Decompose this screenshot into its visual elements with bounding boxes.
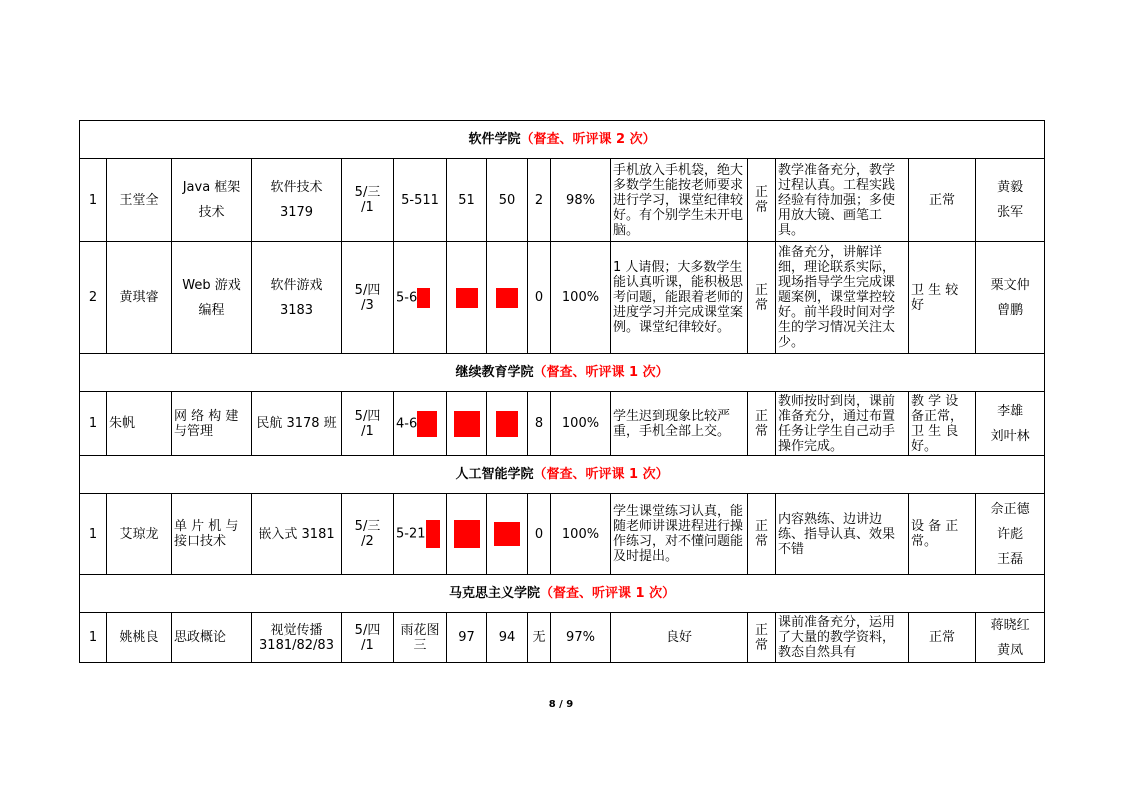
absent-count: 0	[528, 242, 551, 354]
class-time: 5/四 /1	[342, 392, 394, 456]
class-time: 5/四 /1	[342, 613, 394, 663]
actual-count	[487, 392, 528, 456]
attendance-rate: 97%	[551, 613, 611, 663]
row-index: 1	[80, 494, 107, 575]
section-title: 人工智能学院	[455, 467, 534, 482]
teaching-note: 内容熟练、边讲边练、指导认真、效果不错	[776, 494, 909, 575]
status-text: 正常	[748, 613, 776, 663]
inspectors: 黄毅 张军	[976, 159, 1045, 242]
class-name: 民航 3178 班	[252, 392, 342, 456]
row-index: 2	[80, 242, 107, 354]
table-row	[80, 159, 1045, 242]
attendance-rate: 100%	[551, 392, 611, 456]
due-count	[447, 392, 487, 456]
class-name: 嵌入式 3181	[252, 494, 342, 575]
row-index: 1	[80, 159, 107, 242]
table-row	[80, 392, 1045, 456]
inspectors: 李雄 刘叶林	[976, 392, 1045, 456]
section-tag: （督查、听评课 1 次）	[540, 586, 676, 601]
inspectors: 栗文仲 曾鹏	[976, 242, 1045, 354]
actual-count: 94	[487, 613, 528, 663]
class-time: 5/三 /1	[342, 159, 394, 242]
discipline-note: 良好	[611, 613, 748, 663]
absent-count: 0	[528, 494, 551, 575]
course-name: 网 络 构 建 与管理	[172, 392, 252, 456]
redaction-mark	[456, 288, 478, 308]
inspectors: 佘正德 许彪 王磊	[976, 494, 1045, 575]
section-tag: （督查、听评课 1 次）	[533, 467, 669, 482]
class-name: 视觉传播 3181/82/83	[252, 613, 342, 663]
due-count: 97	[447, 613, 487, 663]
redaction-mark	[426, 520, 440, 548]
class-time: 5/三 /2	[342, 494, 394, 575]
teaching-note: 教学准备充分，教学过程认真。工程实践经验有待加强；多使用放大镜、画笔工具。	[776, 159, 909, 242]
redaction-mark	[417, 288, 430, 308]
status-text: 正常	[748, 242, 776, 354]
due-count	[447, 494, 487, 575]
discipline-note: 学生迟到现象比较严重，手机全部上交。	[611, 392, 748, 456]
discipline-note: 手机放入手机袋，绝大多数学生能按老师要求进行学习，课堂纪律较好。有个别学生未开电脑。	[611, 159, 748, 242]
actual-count	[487, 242, 528, 354]
inspectors: 蒋晓红 黄凤	[976, 613, 1045, 663]
section-header	[80, 456, 1045, 494]
course-name: Java 框架 技术	[172, 159, 252, 242]
section-header	[80, 575, 1045, 613]
classroom: 5-21	[394, 494, 447, 575]
teacher-name: 黄琪睿	[107, 242, 172, 354]
hygiene-note: 正常	[909, 159, 976, 242]
section-tag: （督查、听评课 1 次）	[533, 365, 669, 380]
actual-count: 50	[487, 159, 528, 242]
teacher-name: 朱帆	[107, 392, 172, 456]
hygiene-note: 教 学 设 备正常，卫 生 良 好。	[909, 392, 976, 456]
attendance-rate: 100%	[551, 242, 611, 354]
section-title: 继续教育学院	[455, 365, 534, 380]
page-number: 8 / 9	[548, 699, 574, 710]
status-text: 正常	[748, 159, 776, 242]
status-text: 正常	[748, 392, 776, 456]
table-row	[80, 613, 1045, 663]
hygiene-note: 正常	[909, 613, 976, 663]
teaching-note: 课前准备充分，运用了大量的教学资料，教态自然具有	[776, 613, 909, 663]
teacher-name: 姚桃良	[107, 613, 172, 663]
section-title: 软件学院	[468, 132, 521, 147]
classroom: 5-6	[394, 242, 447, 354]
absent-count: 无	[528, 613, 551, 663]
redaction-mark	[494, 522, 520, 546]
absent-count: 8	[528, 392, 551, 456]
course-name: 思政概论	[172, 613, 252, 663]
section-header	[80, 121, 1045, 159]
section-tag: （督查、听评课 2 次）	[520, 132, 656, 147]
redaction-mark	[496, 288, 518, 308]
teaching-note: 教师按时到岗，课前准备充分，通过布置任务让学生自己动手操作完成。	[776, 392, 909, 456]
class-name: 软件游戏 3183	[252, 242, 342, 354]
course-name: 单 片 机 与 接口技术	[172, 494, 252, 575]
attendance-rate: 98%	[551, 159, 611, 242]
class-name: 软件技术 3179	[252, 159, 342, 242]
teacher-name: 艾琼龙	[107, 494, 172, 575]
due-count: 51	[447, 159, 487, 242]
classroom: 4-6	[394, 392, 447, 456]
discipline-note: 学生课堂练习认真，能随老师讲课进程进行操作练习，对不懂问题能及时提出。	[611, 494, 748, 575]
class-time: 5/四 /3	[342, 242, 394, 354]
status-text: 正常	[748, 494, 776, 575]
actual-count	[487, 494, 528, 575]
row-index: 1	[80, 613, 107, 663]
classroom: 雨花图三	[394, 613, 447, 663]
attendance-rate: 100%	[551, 494, 611, 575]
course-name: Web 游戏 编程	[172, 242, 252, 354]
row-index: 1	[80, 392, 107, 456]
redaction-mark	[454, 520, 480, 548]
redaction-mark	[454, 411, 480, 437]
hygiene-note: 卫 生 较 好	[909, 242, 976, 354]
inspection-table	[79, 120, 1045, 663]
hygiene-note: 设 备 正 常。	[909, 494, 976, 575]
section-title: 马克思主义学院	[449, 586, 541, 601]
classroom: 5-511	[394, 159, 447, 242]
discipline-note: 1 人请假；大多数学生能认真听课，能积极思考问题，能跟着老师的进度学习并完成课堂案例。课堂纪律较好。	[611, 242, 748, 354]
table-row	[80, 494, 1045, 575]
teaching-note: 准备充分，讲解详细，理论联系实际，现场指导学生完成课题案例，课堂掌控较好。前半段时间对学生的学习情况关注太少。	[776, 242, 909, 354]
section-header	[80, 354, 1045, 392]
teacher-name: 王堂全	[107, 159, 172, 242]
redaction-mark	[496, 411, 518, 437]
absent-count: 2	[528, 159, 551, 242]
redaction-mark	[417, 411, 437, 437]
due-count	[447, 242, 487, 354]
table-row	[80, 242, 1045, 354]
